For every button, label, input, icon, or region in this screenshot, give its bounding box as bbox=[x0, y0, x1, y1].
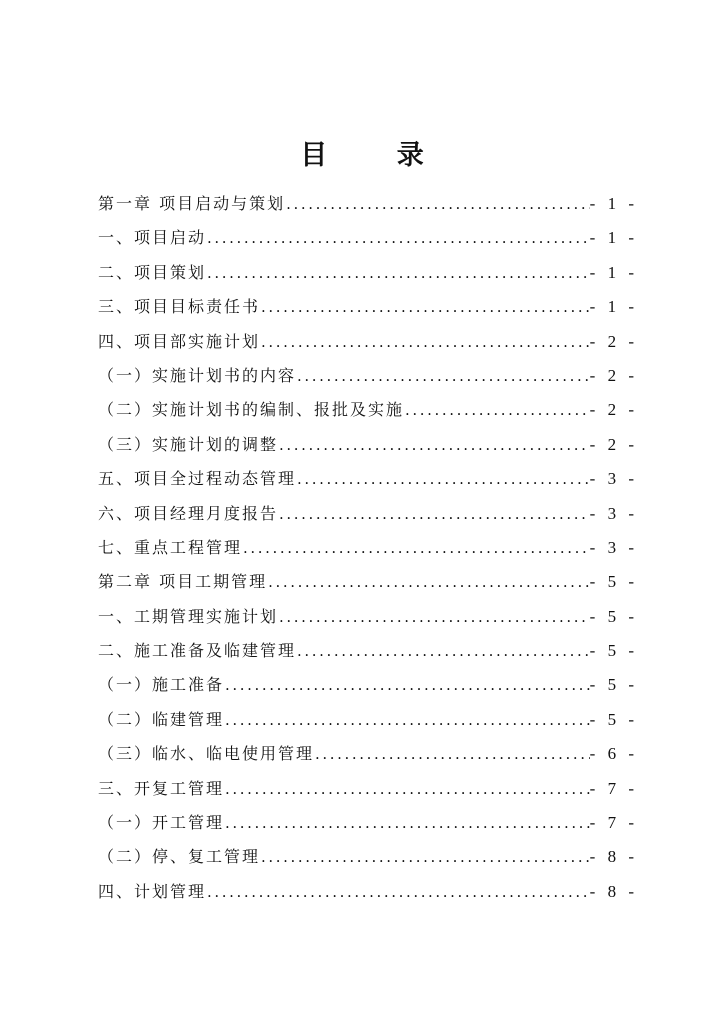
toc-entry-page-number: - 2 - bbox=[589, 434, 638, 454]
toc-entry-page-number: - 8 - bbox=[589, 847, 638, 867]
toc-entry[interactable] bbox=[98, 772, 638, 806]
toc-entry-label: （三）实施计划的调整 bbox=[98, 434, 279, 454]
toc-entry-page-number: - 8 - bbox=[589, 881, 638, 901]
toc-entry-page-number: - 7 - bbox=[589, 813, 638, 833]
toc-entry-page-number: - 3 - bbox=[589, 469, 638, 489]
toc-entry-page-number: - 2 - bbox=[589, 331, 638, 351]
toc-entry[interactable] bbox=[98, 187, 638, 221]
toc-dot-leader bbox=[224, 806, 590, 840]
toc-entry-page-number: - 1 - bbox=[589, 194, 638, 213]
toc-entry[interactable] bbox=[98, 531, 638, 565]
toc-entry[interactable] bbox=[98, 600, 638, 634]
toc-entry[interactable] bbox=[98, 703, 638, 737]
toc-entry-label: （二）实施计划书的编制、报批及实施 bbox=[98, 400, 405, 420]
toc-dot-leader bbox=[242, 531, 590, 565]
toc-entry-page-number: - 6 - bbox=[589, 744, 638, 764]
toc-entry-label: 六、项目经理月度报告 bbox=[98, 503, 279, 523]
toc-entry-page-number: - 3 - bbox=[589, 503, 638, 523]
toc-entry-page-number: - 5 - bbox=[589, 641, 638, 661]
toc-entry-page-number: - 5 - bbox=[589, 675, 638, 695]
toc-entry-label: 四、计划管理 bbox=[98, 881, 207, 901]
toc-dot-leader bbox=[224, 703, 590, 737]
toc-entry[interactable] bbox=[98, 393, 638, 427]
toc-entry-page-number: - 5 - bbox=[589, 606, 638, 626]
toc-entry[interactable] bbox=[98, 325, 638, 359]
toc-entry[interactable] bbox=[98, 634, 638, 668]
toc-entry[interactable] bbox=[98, 290, 638, 324]
toc-entry[interactable] bbox=[98, 462, 638, 496]
toc-entry-page-number: - 1 - bbox=[589, 297, 638, 317]
toc-entry-label: 第一章 项目启动与策划 bbox=[98, 194, 286, 213]
toc-entry-page-number: - 7 - bbox=[589, 778, 638, 798]
toc-dot-leader bbox=[260, 290, 590, 324]
toc-entry-label: （一）施工准备 bbox=[98, 675, 225, 695]
toc-entry-page-number: - 2 - bbox=[589, 400, 638, 420]
toc-dot-leader bbox=[206, 875, 590, 909]
toc-dot-leader bbox=[260, 840, 590, 874]
toc-entry[interactable] bbox=[98, 221, 638, 255]
toc-entry[interactable] bbox=[98, 737, 638, 771]
toc-entry[interactable] bbox=[98, 359, 638, 393]
toc-dot-leader bbox=[278, 600, 590, 634]
toc-entry-label: 三、开复工管理 bbox=[98, 778, 225, 798]
toc-entry[interactable] bbox=[98, 668, 638, 702]
toc-entry-label: 七、重点工程管理 bbox=[98, 537, 243, 557]
toc-dot-leader bbox=[206, 256, 590, 290]
toc-dot-leader bbox=[278, 428, 590, 462]
toc-dot-leader bbox=[224, 668, 590, 702]
toc-entry-page-number: - 1 - bbox=[589, 228, 638, 248]
toc-dot-leader bbox=[404, 393, 590, 427]
table-of-contents bbox=[98, 187, 638, 909]
page-title: 目 录 bbox=[300, 140, 454, 171]
toc-entry-label: 一、项目启动 bbox=[98, 228, 207, 248]
toc-entry[interactable] bbox=[98, 497, 638, 531]
toc-entry-label: （一）实施计划书的内容 bbox=[98, 365, 297, 385]
toc-dot-leader bbox=[296, 634, 590, 668]
toc-entry-label: 第二章 项目工期管理 bbox=[98, 572, 268, 592]
toc-dot-leader bbox=[267, 565, 590, 599]
toc-entry-label: 一、工期管理实施计划 bbox=[98, 606, 279, 626]
toc-dot-leader bbox=[314, 737, 590, 771]
toc-entry-label: 二、项目策划 bbox=[98, 262, 207, 282]
toc-entry-label: （二）停、复工管理 bbox=[98, 847, 261, 867]
toc-entry[interactable] bbox=[98, 840, 638, 874]
toc-dot-leader bbox=[296, 462, 590, 496]
toc-entry-label: 三、项目目标责任书 bbox=[98, 297, 261, 317]
toc-dot-leader bbox=[224, 772, 590, 806]
toc-entry-page-number: - 5 - bbox=[589, 572, 638, 592]
toc-entry[interactable] bbox=[98, 875, 638, 909]
toc-entry-label: （二）临建管理 bbox=[98, 709, 225, 729]
toc-entry-page-number: - 3 - bbox=[589, 537, 638, 557]
toc-entry-page-number: - 5 - bbox=[589, 709, 638, 729]
toc-dot-leader bbox=[296, 359, 590, 393]
toc-entry[interactable] bbox=[98, 565, 638, 599]
toc-entry[interactable] bbox=[98, 806, 638, 840]
toc-entry-label: 四、项目部实施计划 bbox=[98, 331, 261, 351]
toc-entry-label: （三）临水、临电使用管理 bbox=[98, 744, 315, 764]
toc-entry[interactable] bbox=[98, 256, 638, 290]
toc-dot-leader bbox=[285, 187, 590, 221]
toc-entry-label: 五、项目全过程动态管理 bbox=[98, 469, 297, 489]
toc-dot-leader bbox=[206, 221, 590, 255]
toc-dot-leader bbox=[260, 325, 590, 359]
toc-entry-page-number: - 2 - bbox=[589, 365, 638, 385]
toc-dot-leader bbox=[278, 497, 590, 531]
toc-entry[interactable] bbox=[98, 428, 638, 462]
toc-entry-label: 二、施工准备及临建管理 bbox=[98, 641, 297, 661]
toc-entry-page-number: - 1 - bbox=[589, 262, 638, 282]
toc-entry-label: （一）开工管理 bbox=[98, 813, 225, 833]
